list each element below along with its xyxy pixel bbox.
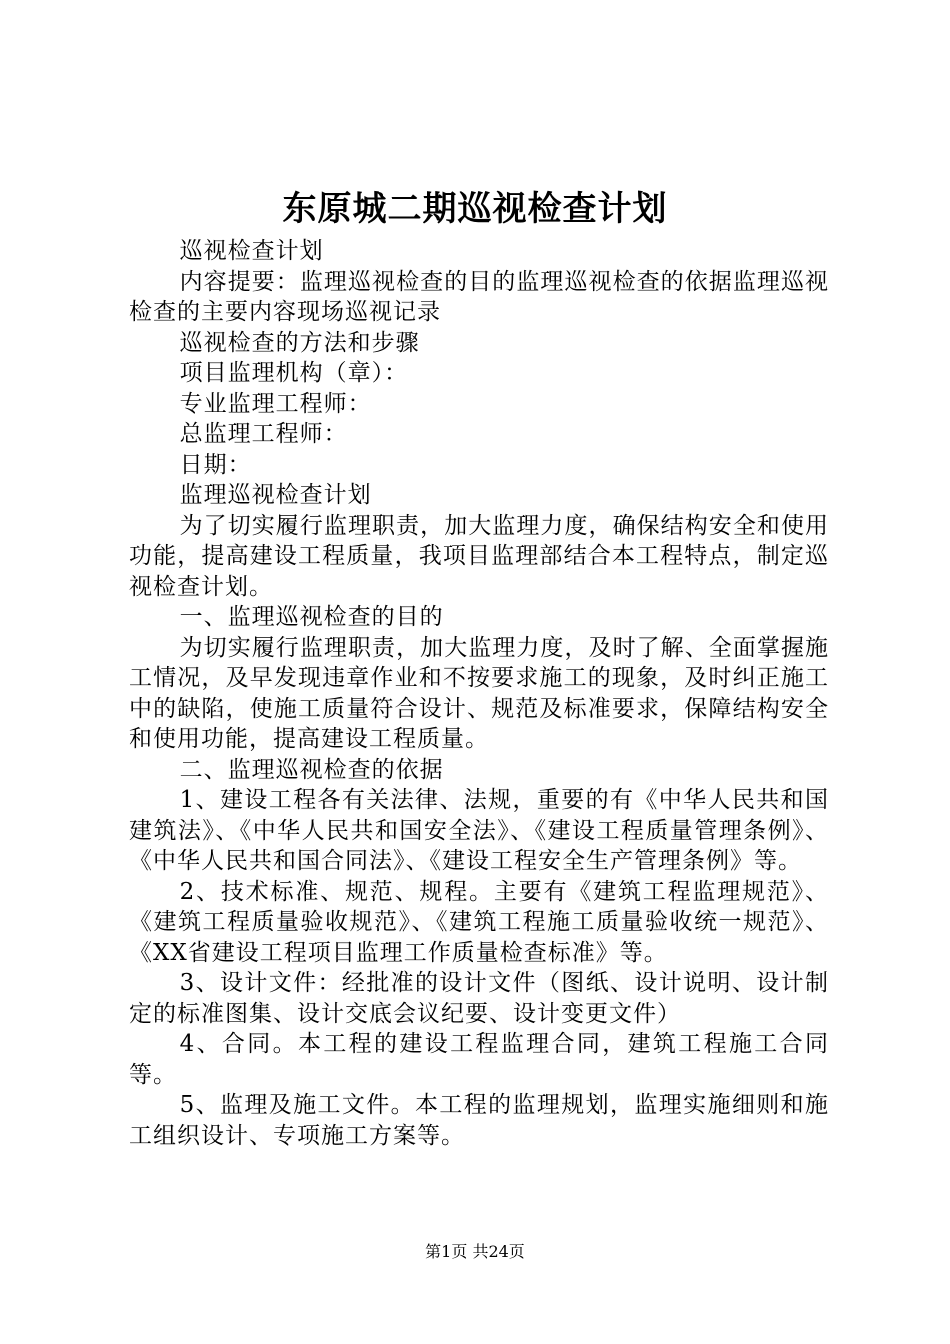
paragraph: 1、建设工程各有关法律、法规，重要的有《中华人民共和国建筑法》、《中华人民共和国安全法》、《建设工程质量管理条例》、《中华人民共和国合同法》、《建设工程安全生产管理条例》等。 [129, 787, 829, 874]
paragraph: 日期： [179, 451, 252, 478]
paragraph: 5、监理及施工文件。本工程的监理规划，监理实施细则和施工组织设计、专项施工方案等。 [129, 1092, 829, 1149]
paragraph: 监理巡视检查计划 [179, 482, 372, 508]
paragraph: 项目监理机构（章）： [179, 360, 409, 386]
paragraph: 4、合同。本工程的建设工程监理合同，建筑工程施工合同等。 [129, 1031, 829, 1088]
document-title: 东原城二期巡视检查计划 [282, 189, 668, 229]
paragraph: 为了切实履行监理职责，加大监理力度，确保结构安全和使用功能，提高建设工程质量，我项目监理部结合本工程特点，制定巡视检查计划。 [129, 512, 829, 600]
section-heading: 一、监理巡视检查的目的 [179, 604, 444, 630]
section-heading: 二、监理巡视检查的依据 [179, 756, 444, 783]
paragraph: 为切实履行监理职责，加大监理力度，及时了解、全面掌握施工情况，及早发现违章作业和不按要求施工的现象，及时纠正施工中的缺陷，使施工质量符合设计、规范及标准要求，保障结构安全和使用功能，提高建设工程质量。 [129, 634, 829, 752]
document-body [129, 236, 829, 1151]
page-footer: 第1页 共24页 [425, 1242, 525, 1261]
paragraph: 专业监理工程师： [179, 390, 372, 417]
paragraph: 3、设计文件：经批准的设计文件（图纸、设计说明、设计制定的标准图集、设计交底会议纪要、设计变更文件） [129, 970, 829, 1027]
paragraph: 巡视检查的方法和步骤 [179, 329, 420, 356]
paragraph: 内容提要：监理巡视检查的目的监理巡视检查的依据监理巡视检查的主要内容现场巡视记录 [129, 268, 829, 325]
paragraph: 2、技术标准、规范、规程。主要有《建筑工程监理规范》、《建筑工程质量验收规范》、《建筑工程施工质量验收统一规范》、《XX省建设工程项目监理工作质量检查标准》等。 [129, 878, 829, 966]
paragraph: 总监理工程师： [179, 421, 348, 447]
paragraph: 巡视检查计划 [179, 238, 324, 264]
